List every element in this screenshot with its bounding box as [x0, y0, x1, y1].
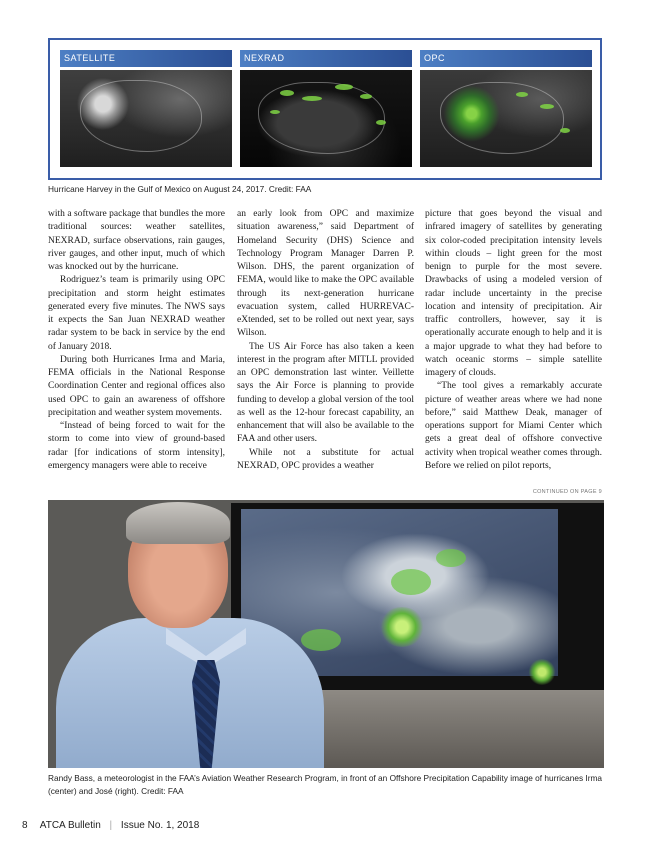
hurricane-irma-mark — [379, 607, 425, 647]
paragraph: with a software package that bundles the more traditional sources: weather satellites, NEXRAD, surface observations, rain gauges, river gauges, and other input, much of which was knocked out by the hurricane. — [48, 209, 225, 272]
nexrad-image — [240, 70, 412, 167]
paragraph: “Instead of being forced to wait for the storm to come into view of ground-based radar [for indications of storm intensity], emergency managers were able to receive — [48, 421, 225, 471]
photo-caption: Randy Bass, a meteorologist in the FAA’s Aviation Weather Research Program, in front of an Offshore Precipitation Capability image of hurricanes Irma (center) and José (right). Credit: FAA — [48, 773, 603, 796]
paragraph: picture that goes beyond the visual and infrared imagery of satellites by generating six color-coded precipitation intensity levels within clouds – light green for the most benign to purple for the most severe. Drawbacks of using a modeled version of radar include uncertainty in the precise location and intensity of precipitation. Air traffic controllers, however, say it is operationally accurate enough to help and it is a major upgrade to what they had before to watch oceanic storms – simple satellite imagery of clouds. — [425, 209, 602, 378]
randy-bass-photo — [48, 500, 604, 768]
page-number: 8 — [22, 820, 28, 831]
publication-name: ATCA Bulletin — [39, 820, 101, 831]
paragraph: While not a substitute for actual NEXRAD, OPC provides a weather — [237, 447, 414, 471]
nexrad-label: NEXRAD — [240, 50, 412, 67]
opc-image — [420, 70, 592, 167]
page-footer — [22, 820, 199, 831]
opc-panel — [420, 50, 592, 168]
paragraph: “The tool gives a remarkably accurate picture of weather areas where we had none before,” said Matthew Deak, manager of operations support for Miami Center which gets a great deal of offshore convective activity when tropical weather comes through. Before we relied on pilot reports, — [425, 381, 602, 471]
paragraph: Rodriguez’s team is primarily using OPC precipitation and storm height estimates generated every five minutes. The NWS says it expects the San Juan NEXRAD weather radar system to be back in service by the end of January 2018. — [48, 275, 225, 352]
nexrad-panel — [240, 50, 412, 168]
opc-label: OPC — [420, 50, 592, 67]
hurricane-jose-mark — [528, 659, 556, 685]
paragraph: During both Hurricanes Irma and Maria, FEMA officials in the National Response Coordination Center and regional offices also used OPC to gain an awareness of offshore precipitation and weather system movements. — [48, 354, 225, 418]
issue-label: Issue No. 1, 2018 — [120, 820, 200, 831]
article-column-2 — [237, 208, 414, 473]
satellite-panel — [60, 50, 232, 168]
person — [48, 500, 328, 768]
paragraph: an early look from OPC and maximize situation awareness,” said Department of Homeland Security (DHS) Science and Technology Program Manager Darren P. Wilson. DHS, the parent organization of FEMA, would like to make the OPC available through its next-generation hurricane evacuation system, called HURREVAC-eXtended, set to be rolled out next year, says Wilson. — [237, 209, 414, 339]
article-column-1 — [48, 208, 225, 473]
hurricane-harvey-figure — [48, 38, 602, 180]
continued-link[interactable]: CONTINUED ON PAGE 9 — [532, 489, 602, 495]
paragraph: The US Air Force has also taken a keen interest in the program after MITLL provided an OPC demonstration last winter. Veillette says the Air Force is planning to provide funding to develop a global version of the tool as well as the 12-hour forecast capability, an enhancement that will also be available to the FAA and other users. — [237, 341, 414, 445]
satellite-label: SATELLITE — [60, 50, 232, 67]
satellite-image — [60, 70, 232, 167]
figure-caption: Hurricane Harvey in the Gulf of Mexico on August 24, 2017. Credit: FAA — [48, 184, 312, 194]
footer-separator: | — [109, 820, 113, 831]
article-column-3 — [425, 208, 602, 473]
